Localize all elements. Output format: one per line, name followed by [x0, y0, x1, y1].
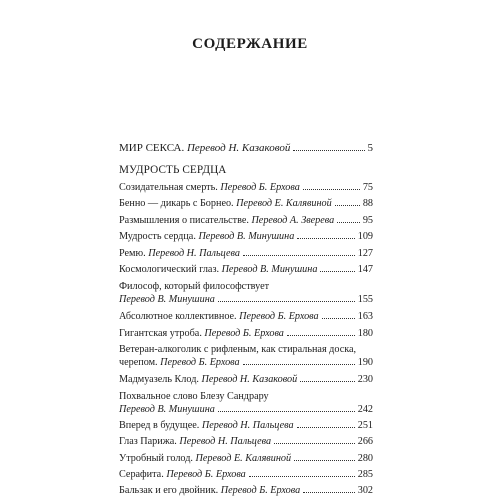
- entry-title: Мадмуазель Клод.: [119, 374, 202, 385]
- entry-translator: Перевод Н. Пальцева: [179, 436, 272, 447]
- entry-translator: Перевод Б. Ерхова: [220, 485, 301, 496]
- entry-title: Размышления о писательстве.: [119, 215, 252, 226]
- leader-dots: [337, 222, 360, 223]
- leader-dots: [297, 427, 355, 428]
- toc-entry: [119, 484, 373, 497]
- entry-page: 163: [357, 311, 373, 322]
- leader-dots: [297, 238, 354, 239]
- entry-title-line1: Философ, который философствует: [119, 281, 270, 292]
- entry-page: 280: [357, 453, 373, 464]
- entry-title-line1: Похвальное слово Блезу Сандрару: [119, 391, 269, 402]
- entry-translator: Перевод Н. Пальцева: [201, 420, 294, 431]
- entry-translator: Перевод В. Минушина: [119, 294, 215, 305]
- entry-title: Глаз Парижа.: [119, 436, 180, 447]
- toc-entry-mir-seksa: [119, 142, 373, 155]
- entry-page: 147: [357, 264, 373, 275]
- entry-title: Мудрость сердца.: [119, 231, 199, 242]
- entry-title: Гигантская утроба.: [119, 328, 205, 339]
- leader-dots: [320, 271, 354, 272]
- entry-page: 88: [362, 198, 373, 209]
- toc-entry: [119, 452, 373, 465]
- toc-entry: [119, 197, 373, 210]
- entry-translator: Перевод В. Минушина: [119, 404, 215, 415]
- toc-entry: [119, 343, 373, 369]
- entry-page: 190: [357, 357, 373, 368]
- toc-entry: [119, 247, 373, 260]
- entry-title: Абсолютное коллективное.: [119, 311, 240, 322]
- leader-dots: [293, 150, 364, 151]
- entry-page: 251: [357, 420, 373, 431]
- entry-translator: Перевод Н. Казаковой: [186, 142, 291, 154]
- entry-title: Бенно — дикарь с Борнео.: [119, 198, 237, 209]
- toc-entry: [119, 214, 373, 227]
- leader-dots: [243, 255, 355, 256]
- entry-translator: Перевод Б. Ерхова: [204, 328, 284, 339]
- entry-title: Ремю.: [119, 248, 149, 259]
- leader-dots: [303, 492, 355, 493]
- entry-translator: Перевод В. Минушина: [221, 264, 318, 275]
- toc-entry: [119, 263, 373, 276]
- leader-dots: [274, 443, 355, 444]
- entry-title: черепом.: [119, 357, 161, 368]
- leader-dots: [243, 364, 355, 365]
- toc-entry: [119, 435, 373, 448]
- toc-entry: [119, 327, 373, 340]
- leader-dots: [249, 476, 355, 477]
- entry-title: Вперед в будущее.: [119, 420, 202, 431]
- entry-translator: Перевод Б. Ерхова: [220, 182, 300, 193]
- leader-dots: [335, 205, 360, 206]
- entry-translator: Перевод В. Минушина: [198, 231, 295, 242]
- entry-page: 75: [362, 182, 373, 193]
- entry-translator: Перевод Н. Пальцева: [148, 248, 240, 259]
- entry-title: Утробный голод.: [119, 453, 196, 464]
- entry-translator: Перевод А. Зверева: [251, 215, 335, 226]
- toc-entry: [119, 310, 373, 323]
- entry-page: 285: [357, 469, 373, 480]
- toc-entry: [119, 419, 373, 432]
- entry-page: 127: [357, 248, 373, 259]
- toc-entry: [119, 280, 373, 306]
- entry-page: 266: [357, 436, 373, 447]
- entry-page: 180: [357, 328, 373, 339]
- toc-entry: [119, 390, 373, 416]
- entry-translator: Перевод Н. Казаковой: [201, 374, 298, 385]
- entry-page: 5: [367, 142, 373, 154]
- leader-dots: [218, 301, 355, 302]
- leader-dots: [287, 335, 355, 336]
- leader-dots: [303, 189, 360, 190]
- leader-dots: [300, 381, 354, 382]
- entry-title-line1: Ветеран-алкоголик с рифленым, как стиральная доска,: [119, 344, 357, 355]
- entry-title: Серафита.: [119, 469, 167, 480]
- entry-page: 109: [357, 231, 373, 242]
- entry-page: 95: [362, 215, 373, 226]
- entry-page: 242: [357, 404, 373, 415]
- toc-entry: [119, 181, 373, 194]
- section-heading: МУДРОСТЬ СЕРДЦА: [119, 164, 227, 176]
- entry-page: 155: [357, 294, 373, 305]
- entry-page: 230: [357, 374, 373, 385]
- leader-dots: [218, 411, 355, 412]
- entry-page: 302: [357, 485, 373, 496]
- leader-dots: [294, 460, 355, 461]
- entry-translator: Перевод Е. Калявиной: [195, 453, 292, 464]
- entry-title: Созидательная смерть.: [119, 182, 221, 193]
- entry-translator: Перевод Б. Ерхова: [239, 311, 319, 322]
- toc-entry: [119, 468, 373, 481]
- entry-title: Бальзак и его двойник.: [119, 485, 221, 496]
- page-title: СОДЕРЖАНИЕ: [192, 36, 308, 52]
- entry-translator: Перевод Б. Ерхова: [166, 469, 246, 480]
- toc-entry: [119, 373, 373, 386]
- entry-title: МИР СЕКСА.: [119, 142, 187, 154]
- leader-dots: [322, 318, 355, 319]
- toc-entry: [119, 230, 373, 243]
- entry-translator: Перевод Е. Калявиной: [236, 198, 332, 209]
- entry-title: Космологический глаз.: [119, 264, 222, 275]
- entry-translator: Перевод Б. Ерхова: [160, 357, 240, 368]
